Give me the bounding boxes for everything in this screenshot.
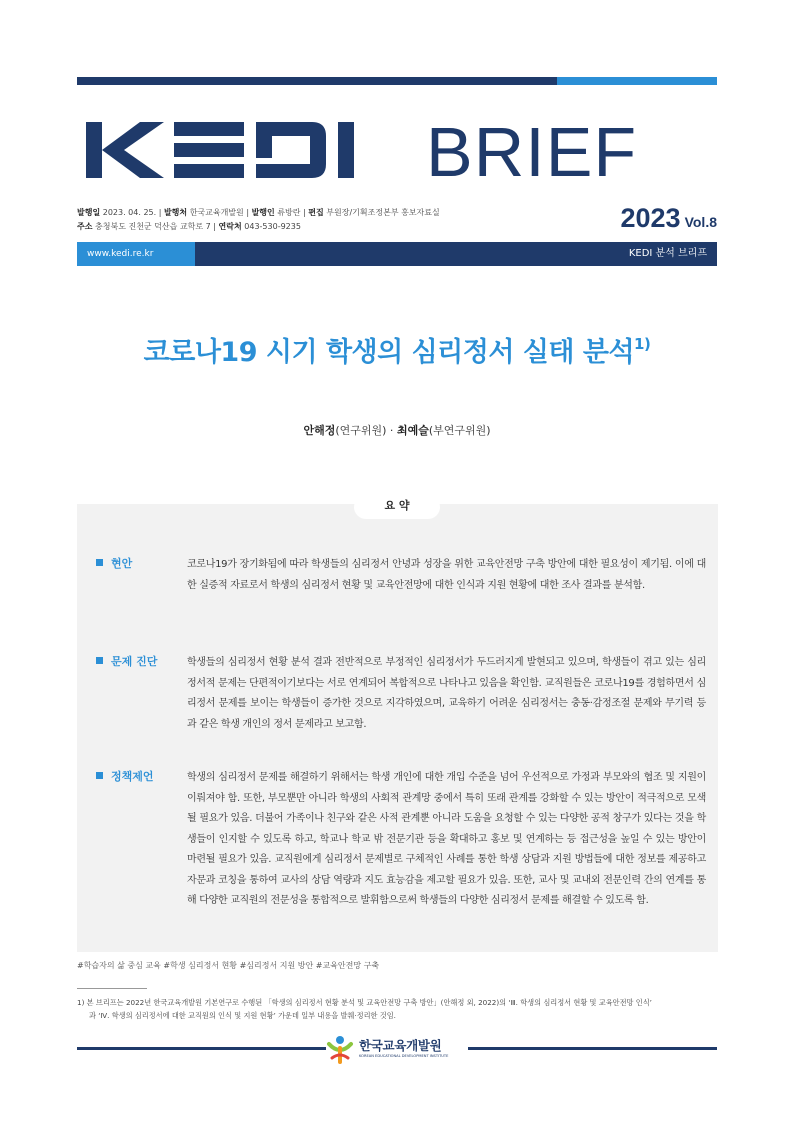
pub-date: 2023. 04. 25.	[102, 208, 157, 217]
section-heading	[96, 555, 186, 571]
author-2-name: 최예슬	[396, 424, 429, 437]
section-heading-text: 정책제언	[111, 770, 154, 783]
section-body: 학생들의 심리정서 현황 분석 결과 전반적으로 부정적인 심리정서가 두드러지게 발현되고 있으며, 학생들이 겪고 있는 심리정서적 문제는 단편적이기보다는 서로 연계되어 복합적으로 나타나고 있음을 확인함. 교직원들은 코로나19를 경험하면서 심리정서 문제를 보이는 학생들이 증가한 것으로 지각하였으며, 교육하기 어려운 심리정서는 충동·감정조절 문제와 무기력 등과 같은 학생 개인의 정서 문제라고 보고함.	[187, 657, 706, 730]
footnote-line-2: 과 ‘Ⅳ. 학생의 심리정서에 대한 교직원의 인식 및 지원 현황’ 가운데 일부 내용을 발췌·정리한 것임.	[89, 1011, 396, 1020]
series-name: KEDI 분석 브리프	[195, 242, 717, 266]
issuer: 류방란	[277, 208, 301, 217]
footnote-line-1: 1) 본 브리프는 2022년 한국교육개발원 기본연구로 수행된 「학생의 심리정서 현황 분석 및 교육안전망 구축 방안」(안해정 외, 2022)의 ‘Ⅲ. 학생의 심리정서 현황 및 교육안전망 인식’	[77, 998, 652, 1007]
pub-date-label: 발행일	[77, 208, 101, 217]
header-bar	[77, 242, 717, 266]
top-rule-light	[557, 77, 717, 85]
publisher: 한국교육개발원	[189, 208, 244, 217]
footnote-ref[interactable]: 1)	[634, 335, 651, 353]
footer-org-text	[359, 1039, 448, 1059]
bullet-square-icon	[96, 657, 103, 664]
section-heading	[96, 768, 186, 784]
top-rule-dark	[77, 77, 557, 85]
bullet-square-icon	[96, 772, 103, 779]
website-link[interactable]: www.kedi.re.kr	[77, 242, 195, 266]
section-heading-text: 현안	[111, 557, 133, 570]
address-label: 주소	[77, 222, 93, 231]
footer-org-en: KOREAN EDUCATIONAL DEVELOPMENT INSTITUTE	[359, 1054, 449, 1058]
publication-info	[77, 206, 440, 234]
kedi-logo-mark	[86, 118, 416, 182]
kedi-footer-logo	[326, 1032, 468, 1066]
footnote	[77, 996, 717, 1022]
summary-label: 요 약	[354, 495, 440, 519]
section-heading	[96, 653, 186, 669]
bottom-rule-right	[468, 1047, 717, 1050]
author-1-role: (연구위원)	[335, 424, 387, 437]
pubinfo-line-2: 주소 충청북도 진천군 덕산읍 교학로 7 | 연락처 043-530-9235	[77, 222, 301, 231]
author-1-name: 안해정	[303, 424, 336, 437]
title-text: 코로나19 시기 학생의 심리정서 실태 분석	[143, 337, 635, 368]
pubinfo-line-1: 발행일 2023. 04. 25. | 발행처 한국교육개발원 | 발행인 류방란 | 편집 부원장/기획조정본부 홍보자료실	[77, 208, 440, 217]
author-separator: ·	[386, 424, 397, 437]
publisher-label: 발행처	[163, 208, 188, 217]
issuer-label: 발행인	[251, 208, 275, 217]
section-body: 코로나19가 장기화됨에 따라 학생들의 심리정서 안녕과 성장을 위한 교육안전망 구축 방안에 대한 필요성이 제기됨. 이에 대한 실증적 자료로서 학생의 심리정서 현황 및 교육안전망에 대한 인식과 지원 현황에 대한 조사 결과를 분석함.	[187, 559, 706, 591]
footer-org-ko: 한국교육개발원	[359, 1038, 442, 1053]
footnote-divider	[77, 988, 147, 989]
issue-year: 2023	[620, 203, 681, 233]
section-body: 학생의 심리정서 문제를 해결하기 위해서는 학생 개인에 대한 개입 수준을 넘어 우선적으로 가정과 부모와의 협조 및 지원이 이뤄져야 함. 또한, 부모뿐만 아니라 학생의 사회적 관계망 중에서 특히 또래 관계를 강화할 수 있는 방안이 적극적으로 모색될 필요가 있음. 더불어 가족이나 친구와 같은 사적 관계뿐 아니라 도움을 요청할 수 있는 다양한 공적 창구가 있다는 것을 학생들이 인지할 수 있도록 하고, 학교나 학교 밖 전문기관 등을 확대하고 홍보 및 연계하는 등 접근성을 높일 수 있는 방안이 마련될 필요가 있음. 교직원에게 심리정서 문제별로 구체적인 사례를 통한 학생 상담과 지원 방법들에 대한 정보를 제공하고 자문과 코칭을 통하여 교사의 상담 역량과 지도 효능감을 제고할 필요가 있음. 또한, 교사 및 교내외 전문인력 간의 연계를 통해 다양한 교직원의 전문성을 통합적으로 발휘함으로써 학생들의 다양한 심리정서 문제를 해결할 수 있도록 함.	[187, 772, 706, 906]
document-title	[0, 330, 794, 369]
editor-label: 편집	[308, 208, 324, 217]
kedi-brief-logo	[86, 112, 638, 191]
kedi-emblem-icon	[326, 1034, 354, 1064]
contact-label: 연락처	[218, 222, 242, 231]
top-rule	[77, 77, 717, 85]
hashtags: #학습자의 삶 중심 교육 #학생 심리정서 현황 #심리정서 지원 방안 #교육안전망 구축	[77, 961, 380, 970]
editor: 부원장/기획조정본부 홍보자료실	[326, 208, 440, 217]
address: 충청북도 진천군 덕산읍 교학로 7	[95, 222, 211, 231]
contact: 043-530-9235	[244, 222, 301, 231]
section-heading-text: 문제 진단	[111, 655, 158, 668]
issue-vol: Vol.8	[684, 214, 717, 230]
brief-wordmark: BRIEF	[426, 113, 638, 191]
issue-number	[621, 203, 718, 234]
authors	[0, 422, 794, 438]
author-2-role: (부연구위원)	[428, 424, 491, 437]
bottom-rule-left	[77, 1047, 326, 1050]
bullet-square-icon	[96, 559, 103, 566]
